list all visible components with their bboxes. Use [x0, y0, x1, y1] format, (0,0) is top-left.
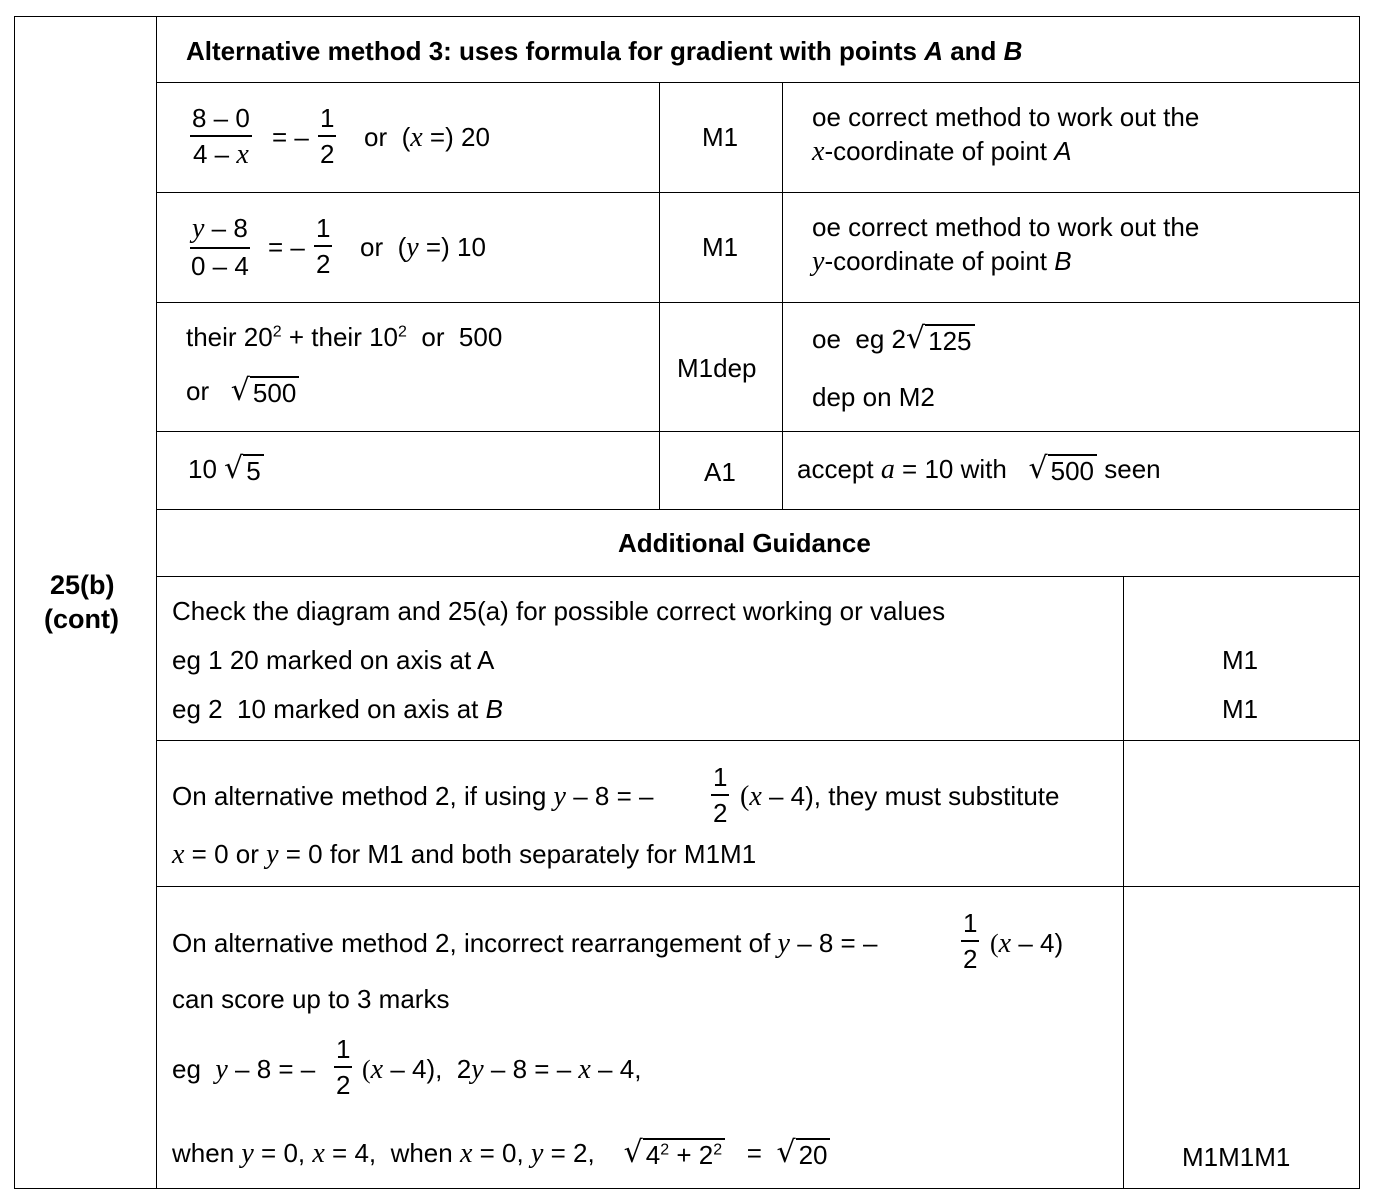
row3-comment-2: dep on M2: [812, 382, 935, 412]
mark-scheme-table: [14, 16, 1360, 1204]
row1-fraction-2: 1 2: [320, 103, 335, 169]
row4-comment: accept a = 10 with √ 500 seen: [797, 451, 1161, 486]
row2-comment-1: oe correct method to work out the: [812, 212, 1200, 242]
row3-working-2: or √ 500: [186, 376, 299, 406]
guidance-header: Additional Guidance: [618, 528, 871, 558]
row1-or: or (x =) 20: [364, 122, 490, 153]
row1-comment-1: oe correct method to work out the: [812, 102, 1200, 132]
row2-comment-2: y-coordinate of point B: [812, 246, 1072, 277]
guidance3-fraction-2: 1 2: [336, 1034, 351, 1100]
rule: [156, 740, 1360, 741]
rule: [14, 16, 15, 1189]
row3-working-1: their $20^2$ + their $10^2$ or 500: [186, 322, 503, 352]
row2-or: or (y =) 10: [360, 232, 486, 263]
guidance1-line3: eg 2 10 marked on axis at B: [172, 694, 503, 724]
rule: [156, 576, 1360, 577]
guidance2-line2: x = 0 or y = 0 for M1 and both separately for M1M1: [172, 839, 757, 870]
rule: [14, 16, 1360, 17]
question-cont: (cont): [44, 604, 119, 634]
row3-comment-1: oe eg 2 √ 125: [812, 324, 975, 354]
rule: [156, 192, 1360, 193]
sqrt-500: √ 500: [1029, 454, 1098, 484]
rule: [156, 16, 157, 1189]
rule: [156, 302, 1360, 303]
row3-mark: M1dep: [677, 353, 757, 383]
guidance1-mark-2: M1: [1222, 694, 1259, 724]
guidance3-line4: when y = 0, x = 4, when x = 0, y = 2, √ $4^2 + 2^2$ = √ 20: [172, 1138, 830, 1168]
row1-comment-2: x-coordinate of point A: [812, 136, 1072, 167]
guidance2-line1-rest: (x – 4), they must substitute: [740, 781, 1060, 812]
method-header: Alternative method 3: uses formula for gradient with points A and B: [186, 36, 1023, 66]
rule: [659, 82, 660, 509]
row2-mark: M1: [702, 232, 739, 262]
rule: [782, 82, 783, 509]
row1-fraction-1: 8 – 0 4 – x: [192, 103, 250, 170]
guidance2-line1-text: On alternative method 2, if using y – 8 = –: [172, 781, 654, 812]
question-number: 25(b): [50, 570, 115, 600]
guidance1-line2: eg 1 20 marked on axis at A: [172, 645, 495, 675]
rule: [1123, 576, 1124, 1188]
guidance3-line3-rest: (x – 4), 2y – 8 = – x – 4,: [362, 1054, 642, 1085]
guidance3-fraction-1: 1 2: [963, 908, 978, 974]
rule: [156, 82, 1360, 83]
guidance3-mark: M1M1M1: [1182, 1142, 1291, 1172]
rule: [156, 431, 1360, 432]
row1-mark: M1: [702, 122, 739, 152]
sqrt-20: √ 20: [776, 1138, 830, 1168]
sqrt-500: √ 500: [231, 376, 300, 406]
guidance1-mark-1: M1: [1222, 645, 1259, 675]
guidance3-line1-text: On alternative method 2, incorrect rearrangement of y – 8 = –: [172, 928, 878, 959]
guidance1-line1: Check the diagram and 25(a) for possible correct working or values: [172, 596, 946, 626]
row1-equals: = –: [272, 122, 309, 152]
guidance3-line3-text: eg y – 8 = –: [172, 1054, 316, 1085]
row2-fraction-2: 1 2: [316, 213, 331, 279]
guidance2-fraction: 1 2: [713, 762, 728, 828]
row4-mark: A1: [704, 457, 736, 487]
sqrt-4sq-plus-2sq: √ $4^2 + 2^2$: [624, 1138, 726, 1168]
row2-fraction-1: y – 8 0 – 4: [190, 213, 249, 281]
rule: [156, 886, 1360, 887]
rule: [1359, 16, 1360, 1189]
row4-working: 10 √ 5: [188, 454, 264, 484]
rule: [156, 509, 1360, 510]
row2-equals: = –: [268, 232, 305, 262]
sqrt-5: √ 5: [224, 454, 264, 484]
rule: [14, 1188, 1360, 1189]
guidance3-line2: can score up to 3 marks: [172, 984, 450, 1014]
sqrt-125: √ 125: [906, 324, 975, 354]
guidance3-line1-rest: (x – 4): [990, 928, 1064, 959]
